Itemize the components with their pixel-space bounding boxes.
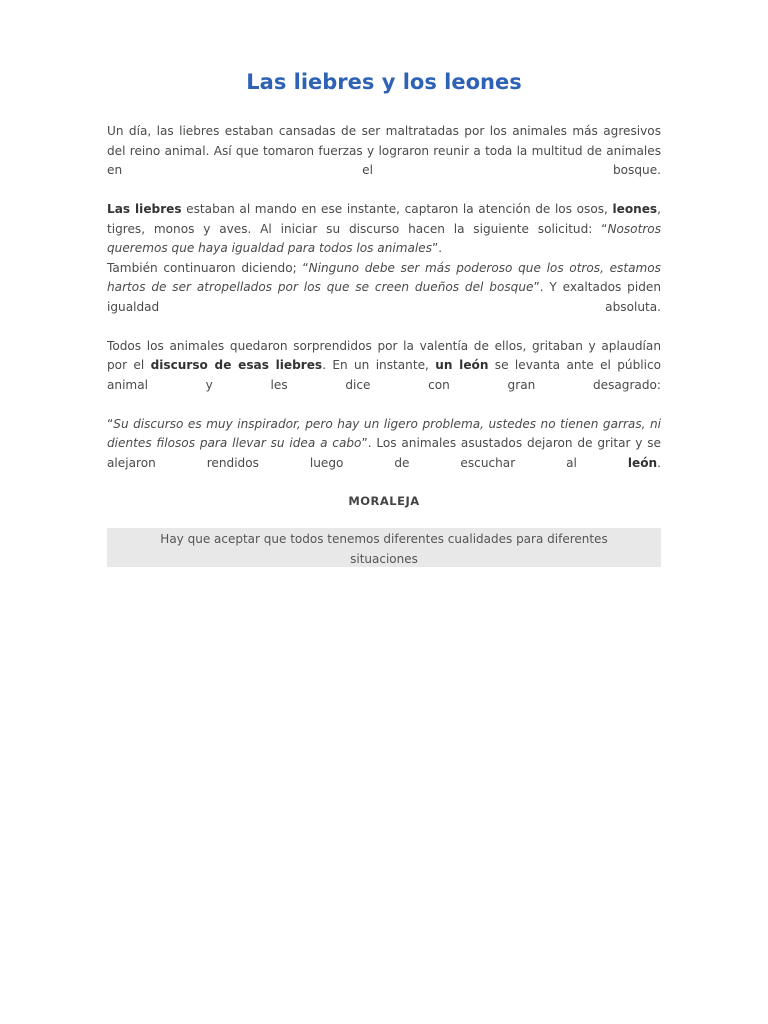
bold-text: un león [435, 358, 489, 372]
bold-text: león [627, 455, 658, 470]
page-title: Las liebres y los leones [246, 70, 522, 94]
paragraph-text: ”. Y exaltados piden igualdad absoluta. [107, 280, 661, 314]
paragraph-text: . [657, 455, 661, 470]
moraleja-heading: MORALEJA [348, 494, 420, 508]
paragraph-continuation [107, 259, 661, 318]
paragraph-text: ”. [432, 241, 443, 255]
bold-text: Las liebres [107, 202, 182, 216]
bold-text: leones [612, 202, 658, 216]
bold-text: discurso de esas liebres [150, 358, 323, 372]
paragraph-intro: Un día, las liebres estaban cansadas de ser maltratadas por los animales más agresivos del reino animal. Así que tomaron fuerzas y lograron reunir a toda la multitud de animales en el bosque. [107, 124, 661, 177]
moraleja-box [107, 528, 661, 567]
paragraph-text: estaban al mando en ese instante, captaron la atención de los osos, [181, 202, 613, 216]
paragraph-reaction [107, 337, 661, 396]
italic-quote: Ninguno debe ser más poderoso que los otros, estamos hartos de ser atropellados por los que se creen dueños del bosque [107, 260, 661, 294]
moraleja-text: Hay que aceptar que todos tenemos diferentes cualidades para diferentes situaciones [160, 532, 608, 566]
paragraph-liebres-speech [107, 200, 661, 259]
paragraph-text: “ [107, 416, 114, 431]
italic-quote: Nosotros queremos que haya igualdad para todos los animales [107, 221, 661, 255]
italic-quote: Su discurso es muy inspirador, pero hay un ligero problema, ustedes no tienen garras, ni dientes filosos para llevar su idea a cabo [107, 416, 661, 450]
paragraph-text: ”. Los animales asustados dejaron de gritar y se alejaron rendidos luego de escuchar al [107, 436, 661, 470]
paragraph-text: También continuaron diciendo; “ [107, 260, 309, 275]
paragraph-text: , tigres, monos y aves. Al iniciar su discurso hacen la siguiente solicitud: “ [107, 202, 661, 236]
story-body [107, 122, 661, 493]
paragraph-lion-reply [107, 415, 661, 474]
paragraph-text: . En un instante, [322, 358, 436, 372]
paragraph-text: se levanta ante el público animal y les dice con gran desagrado: [107, 358, 662, 392]
paragraph-text: Todos los animales quedaron sorprendidos por la valentía de ellos, gritaban y aplaudían por el [107, 338, 661, 372]
